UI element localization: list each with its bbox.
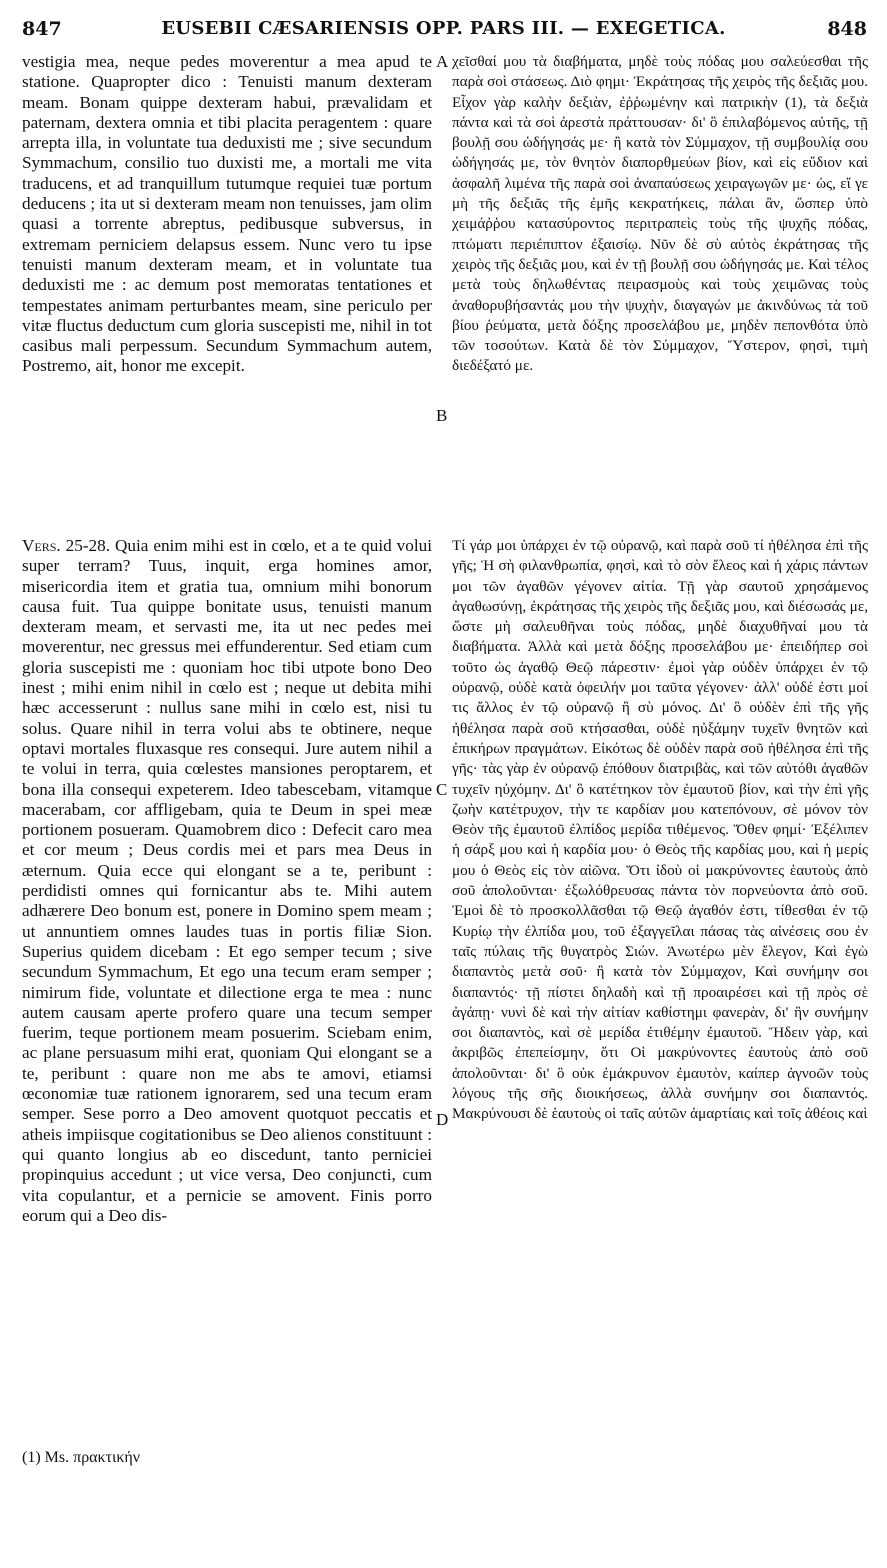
greek-paragraph-2: Τί γάρ μοι ὑπάρχει ἐν τῷ οὐρανῷ, καὶ παρὰ σοῦ τί ἠθέλησα ἐπὶ τῆς γῆς; Ἡ σὴ φιλανθρωπία, φησὶ, καὶ τὸ σὸν ἔλεος καὶ ἡ χάρις πάντων μοι τῶν ἀγαθῶν γέγονεν αἰτία. Τῇ γὰρ σαυτοῦ χρησάμενος ἀγαθωσύνῃ, ἐκράτησας τῆς χειρὸς τῆς δεξιᾶς μου, καὶ διέσωσάς με, ὥστε μὴ σαλευθῆναι τοὺς πόδας, μηδὲ διαχυθῆναί μου τὰ διαβήματα. Ἀλλὰ καὶ μετὰ δόξης προσελάβου με· ἐπειδήπερ σοὶ τοῦτο ὡς ἀγαθῷ Θεῷ πάρεστιν· ἐμοὶ γὰρ οὐδὲν ὑπάρχει ἐν τῷ οὐρανῷ, οὐδὲ κατὰ ὀφειλήν μοι ταῦτα γέγονεν· ἀλλ' οὐδέ ἐστι μοί τις ἄλλος ἐν τῷ οὐρανῷ ἢ σὺ μόνος. Δι' ὃ οὐδὲν ἐπὶ τῆς γῆς ἠθέλησα παρὰ σοῦ κτήσασθαι, οὐδὲ ηὐξάμην τυχεῖν θνητῶν καὶ ἐπικήρων πραγμάτων. Εἰκότως δὲ οὐδὲν παρὰ σοῦ ἠθέλησα ἐπὶ τῆς γῆς· τὰς γὰρ ἐν οὐρανῷ ἐπόθουν διατριβὰς, καὶ τῶν αὐτόθι ἀγαθῶν τυχεῖν ηὐχόμην. Δι' ὃ κατέτηκον τὸν ἐμαυτοῦ βίον, καὶ τὴν ἐπὶ γῆς ζωὴν κατέτρυχον, τὴν τε καρδίαν μου κατεπόνουν, σὲ μόνον τὸν Θεὸν τῆς ἐμαυτοῦ ἐλπίδος μερίδα τιθέμενος. Ὅθεν φημί· Ἐξέλιπεν ἡ σάρξ μου καὶ ἡ καρδία μου· ὁ Θεὸς τῆς καρδίας μου, καὶ ἡ μερίς μου ὁ Θεὸς εἰς τὸν αἰῶνα. Ὅτι ἰδοὺ οἱ μακρύνοντες ἑαυτοὺς ἀπὸ σοῦ ἀπολοῦνται· ἐξωλόθρευσας πάντα τὸν πορνεύοντα ἀπὸ σοῦ. Ἐμοὶ δὲ τὸ προσκολλᾶσθαι τῷ Θεῷ ἀγαθόν ἐστι, τίθεσθαι ἐν τῷ Κυρίῳ τὴν ἐλπίδα μου, τοῦ ἐξαγγεῖλαι πάσας τὰς αἰνέσεις σου ἐν ταῖς πύλαις τῆς θυγατρὸς Σιών. Ἀνωτέρω μὲν ἔλεγον, Καὶ ἐγὼ διαπαντὸς μετὰ σοῦ· ἢ κατὰ τὸν Σύμμαχον, Καὶ συνήμην σοι διαπαντός· τῇ πίστει δηλαδὴ καὶ τῇ προαιρέσει καὶ τῇ πρὸς σὲ ἀγάπῃ· νυνὶ δὲ καὶ τὴν αἰτίαν καθίστημι φανερὰν, δι' ἣν συνήμην σοι διαπαντὸς, καὶ σὲ μερίδα ἐτιθέμην ἐμαυτοῦ. Ἤδειν γὰρ, καὶ ἀκριβῶς ἐπεπείσμην, ὅτι Οἱ μακρύνοντες ἑαυτοὺς ἀπὸ σοῦ ἀπολοῦνται· δι' ὃ οὐκ ἐμάκρυνον ἐμαυτὸν, καίπερ ἀγνοῶν τοὺς λόγους τῆς σῆς διοικήσεως, ἀλλὰ συνήμην σοι διαπαντός. Μακρύνουσι δὲ ἑαυτοὺς οἱ ταῖς αὐτῶν ἁμαρτίαις καὶ τοῖς ἀθέοις καὶ [452, 537, 868, 1123]
page-header [0, 14, 887, 42]
margin-marker-b: B [436, 406, 448, 425]
margin-marker-a: A [436, 52, 449, 71]
verse-reference: Vers. 25-28. [22, 536, 111, 555]
running-title: EUSEBII CÆSARIENSIS OPP. PARS III. — EXEGETICA. [161, 18, 726, 39]
latin-column-2 [22, 536, 432, 1226]
page-number-right: 848 [827, 18, 867, 40]
latin-column [22, 52, 432, 377]
greek-column-2 [452, 536, 868, 1125]
latin-paragraph-2-text: Quia enim mihi est in cœlo, et a te quid volui super terram? Tuus, inquit, erga homines amor, misericordia item et gratia tua, omnium mihi bonorum causa fuit. Tua quippe bonitate usus, tenuisti manum dexteram meam, et servasti me, ita ut nec pedes mei moverentur, nec gressus mei effunderentur. Sed etiam cum gloria suscepisti me : quoniam hoc tibi utpote bono Deo inest ; mihi enim nihil in cœlo est ; neque ut debita mihi hæc accesserunt : nullus sane mihi in cœlo est, nisi tu solus. Quare nihil in terra volui abs te obtinere, neque optavi mortales fluxasque res consequi. Jure autem nihil a te volui in terra, quia cœlestes mansiones peroptarem, et bona illa consequi expeterem. Ideo tabescebam, vitamque macerabam, cor affligebam, quia te Deum in spei meæ portionem posueram. Quamobrem dico : Defecit caro mea et cor meum ; Deus cordis mei et pars mea Deus in æternum. Quia ecce qui elongant se a te, peribunt : perdidisti omnes qui fornicantur abs te. Mihi autem adhærere Deo bonum est, ponere in Domino spem meam ; ut annuntiem omnes laudes tuas in portis filiæ Sion. Superius quidem dicebam : Et ego semper tecum ; sive secundum Symmachum, Et ego una tecum eram semper ; nimirum fide, voluntate et dilectione erga te mea : nunc autem causam aperte profero quare una tecum semper fuerim, teque portionem meam posuerim. Sciebam enim, ac plane persuasum mihi erat, quoniam Qui elongant se a te, peribunt : quare non me abs te amovi, etiamsi œconomiæ tuæ rationem ignorarem, sed una tecum eram semper. Sese porro a Deo amovent quotquot peccatis et atheis impiisque cogitationibus se Deo alienos constituunt : qui quanto longius ab eo discedunt, tanto perniciei propinquius accedunt ; ut vice versa, Deo conjuncti, cum vita copulantur, et a pernicie se amovent. Finis porro eorum qui a Deo dis- [22, 536, 432, 1225]
page-number-left: 847 [22, 18, 62, 40]
margin-marker-c: C [436, 780, 448, 799]
footnote: (1) Ms. πρακτικήν [22, 1449, 141, 1466]
latin-paragraph-2 [22, 536, 432, 1226]
margin-marker-d: D [436, 1110, 449, 1129]
latin-paragraph-1: vestigia mea, neque pedes moverentur a mea apud te statione. Quapropter dico : Tenuisti manum dexteram meam. Bonam quippe dexteram habui, prævalidam et paternam, dextera omnia et tibi placita peragentem : quare arrepta illa, in voluntate tua deduxisti me ; sive secundum Symmachum, consilio tuo duxisti me, a mortali me vita traducens, et ad tranquillum tutumque requiei tuæ portum deducens ; ita ut si dexteram meam non tenuisses, jam olim quasi a torrente abreptus, pedibusque subversus, in extremam perniciem delapsus essem. Nunc vero tu ipse tenuisti manum dexteram meam, et in voluntate tua deduxisti me : ac demum post memoratas tentationes et tempestates animam perturbantes meam, sine periculo per vitæ fluctus deductum cum gloria suscepisti me, nihil in tot casibus mali perpessum. Secundum Symmachum autem, Postremo, ait, honor me excepit. [22, 52, 432, 376]
greek-column [452, 52, 868, 377]
greek-paragraph-1: χεῖσθαί μου τὰ διαβήματα, μηδὲ τοὺς πόδας μου σαλεύεσθαι τῆς παρὰ σοὶ στάσεως. Διὸ φημι· Ἐκράτησας τῆς χειρὸς τῆς δεξιᾶς μου. Εἶχον γὰρ καλὴν δεξιὰν, ἐῤῥωμένην καὶ πατρικὴν (1), τὰ δεξιὰ πάντα καὶ τὰ σοὶ ἀρεστὰ πράττουσαν· δι' ὃ ἐπιλαβόμενος αὐτῆς, τῇ βουλῇ σου ὡδήγησάς με· ἢ κατὰ τὸν Σύμμαχον, τῇ συμβουλίᾳ σου ὡδήγησάς με, τὸν θνητὸν διαπορθμεύων βίον, καὶ εἰς εὔδιον καὶ ἀσφαλῆ λιμένα τῆς παρὰ σοὶ ἀναπαύσεως χειραγωγῶν με· ὡς, εἴ γε μὴ τῆς δεξιᾶς τῆς ἐμῆς κεκρατήκεις, πάλαι ἂν, ὥσπερ ὑπὸ χειμάῤῥου κατασύροντος περιτραπεὶς τοὺς τῆς ψυχῆς πόδας, πτώματι περιέπιπτον ἐξαισίῳ. Νῦν δὲ σὺ αὐτὸς ἐκράτησας τῆς χειρὸς τῆς δεξιᾶς μου, καὶ ἐν τῇ βουλῇ σου ὡδήγησάς με. Καὶ τέλος μετὰ τοὺς δηλωθέντας πειρασμοὺς καὶ τοὺς χειμῶνας τοὺς ἀναθορυβήσαντάς μου τὴν ψυχὴν, διαγαγών με ἀκινδύνως τὰ τοῦ βίου ῥεύματα, μετὰ δόξης προσελάβου με, μηδὲν πεπονθότα ὑπὸ τῶν τοσούτων. Κατὰ δὲ τὸν Σύμμαχον, Ὕστερον, φησὶ, τιμὴ διεδέξατό με. [452, 53, 868, 375]
